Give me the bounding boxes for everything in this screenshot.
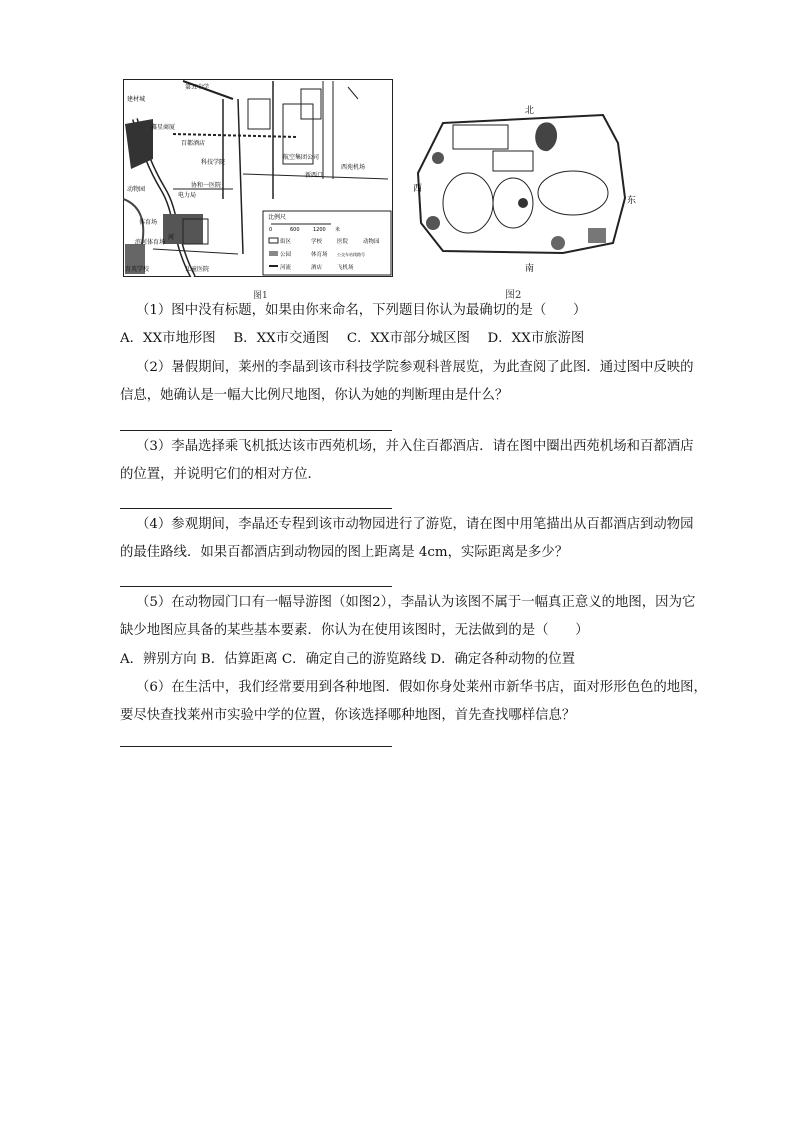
legend-park: 公园 <box>280 252 292 258</box>
label-tech: 科技学院 <box>201 159 226 166</box>
label-building: 建材城 <box>127 96 146 103</box>
answer-line-2[interactable] <box>120 430 392 431</box>
figure1-city-map <box>123 79 393 277</box>
scale-unit: 米 <box>335 227 341 233</box>
label-yumei: 育英学校 <box>125 266 150 273</box>
question-1: （1）图中没有标题，如果由你来命名，下列题目你认为最确切的是（ ） <box>136 303 587 318</box>
question-2-line2: 信息，她确认是一幅大比例尺地图，你认为她的判断理由是什么？ <box>120 388 509 403</box>
question-6-line1: （6）在生活中，我们经常要用到各种地图．假如你身处莱州市新华书店，面对形形色色的地图， <box>136 680 707 695</box>
scale-title: 比例尺 <box>268 214 287 221</box>
question-1-options: A．XX市地形图 B．XX市交通图 C．XX市部分城区图 D．XX市旅游图 <box>120 331 585 346</box>
question-5-options: A．辨别方向 B．估算距离 C．确定自己的游览路线 D．确定各种动物的位置 <box>120 652 575 667</box>
figure2-caption: 图2 <box>505 290 522 301</box>
label-animal: 动物园 <box>127 186 146 193</box>
legend-bus: 公交车站线路号 <box>337 252 365 257</box>
question-2-line1: （2）暑假期间，莱州的李晶到该市科技学院参观科普展览，为此查阅了此图．通过图中反映的 <box>136 360 694 375</box>
question-5-line2: 缺少地图应具备的某些基本要素．你认为在使用该图时，无法做到的是（ ） <box>120 623 589 638</box>
label-binhe: 滨河体育场 <box>135 239 166 246</box>
answer-line-3[interactable] <box>120 508 392 509</box>
figure2-zoo-guide <box>413 103 638 275</box>
zoo-east: 东 <box>627 196 637 206</box>
label-airport: 航空集团公司 <box>283 154 320 161</box>
scale-tick-600: 600 <box>290 227 300 233</box>
legend-stadium: 体育场 <box>311 252 328 258</box>
label-children: 儿童医院 <box>185 266 210 273</box>
label-xiyuan: 西苑机场 <box>341 164 366 171</box>
zoo-south: 南 <box>525 264 535 274</box>
question-3-line2: 的位置，并说明它们的相对方位． <box>120 467 321 482</box>
label-school5: 第五中学 <box>185 84 210 91</box>
answer-line-6[interactable] <box>120 746 392 747</box>
question-4-line1: （4）参观期间，李晶还专程到该市动物园进行了游览，请在图中用笔描出从百都酒店到动物园 <box>136 517 694 532</box>
label-xinxing: 鑫星商厦 <box>151 124 176 131</box>
label-power: 电力局 <box>178 192 197 199</box>
question-6-line2: 要尽快查找莱州市实验中学的位置，你该选择哪种地图，首先查找哪样信息？ <box>120 708 576 723</box>
label-baidu: 百都酒店 <box>181 140 206 147</box>
question-4-line2: 的最佳路线．如果百都酒店到动物园的图上距离是 4cm，实际距离是多少？ <box>120 545 569 560</box>
question-3-line1: （3）李晶选择乘飞机抵达该市西苑机场，并入住百都酒店．请在图中圈出西苑机场和百都酒店 <box>136 439 694 454</box>
question-5-line1: （5）在动物园门口有一幅导游图（如图2），李晶认为该图不属于一幅真正意义的地图，因为它 <box>136 595 696 610</box>
label-stadium: 体育场 <box>139 219 158 226</box>
scale-tick-0: 0 <box>269 227 273 233</box>
answer-line-4[interactable] <box>120 586 392 587</box>
legend-school: 学校 <box>311 239 323 245</box>
legend-zoo: 动物园 <box>363 239 380 245</box>
label-river: 河 <box>168 234 175 241</box>
legend-block: 街区 <box>280 239 292 245</box>
figure1-caption: 图1 <box>253 291 268 301</box>
legend-airport: 飞机场 <box>337 265 354 271</box>
zoo-west: 西 <box>413 184 423 194</box>
zoo-north: 北 <box>525 106 535 116</box>
label-xisi: 新西口 <box>305 172 324 179</box>
label-hospital1: 协和一医院 <box>191 182 222 189</box>
scale-tick-1200: 1200 <box>313 227 326 233</box>
legend-hospital: 医院 <box>337 239 349 245</box>
figure1-legend <box>263 211 391 275</box>
legend-hotel: 酒店 <box>311 265 323 271</box>
legend-river: 河流 <box>280 265 292 271</box>
